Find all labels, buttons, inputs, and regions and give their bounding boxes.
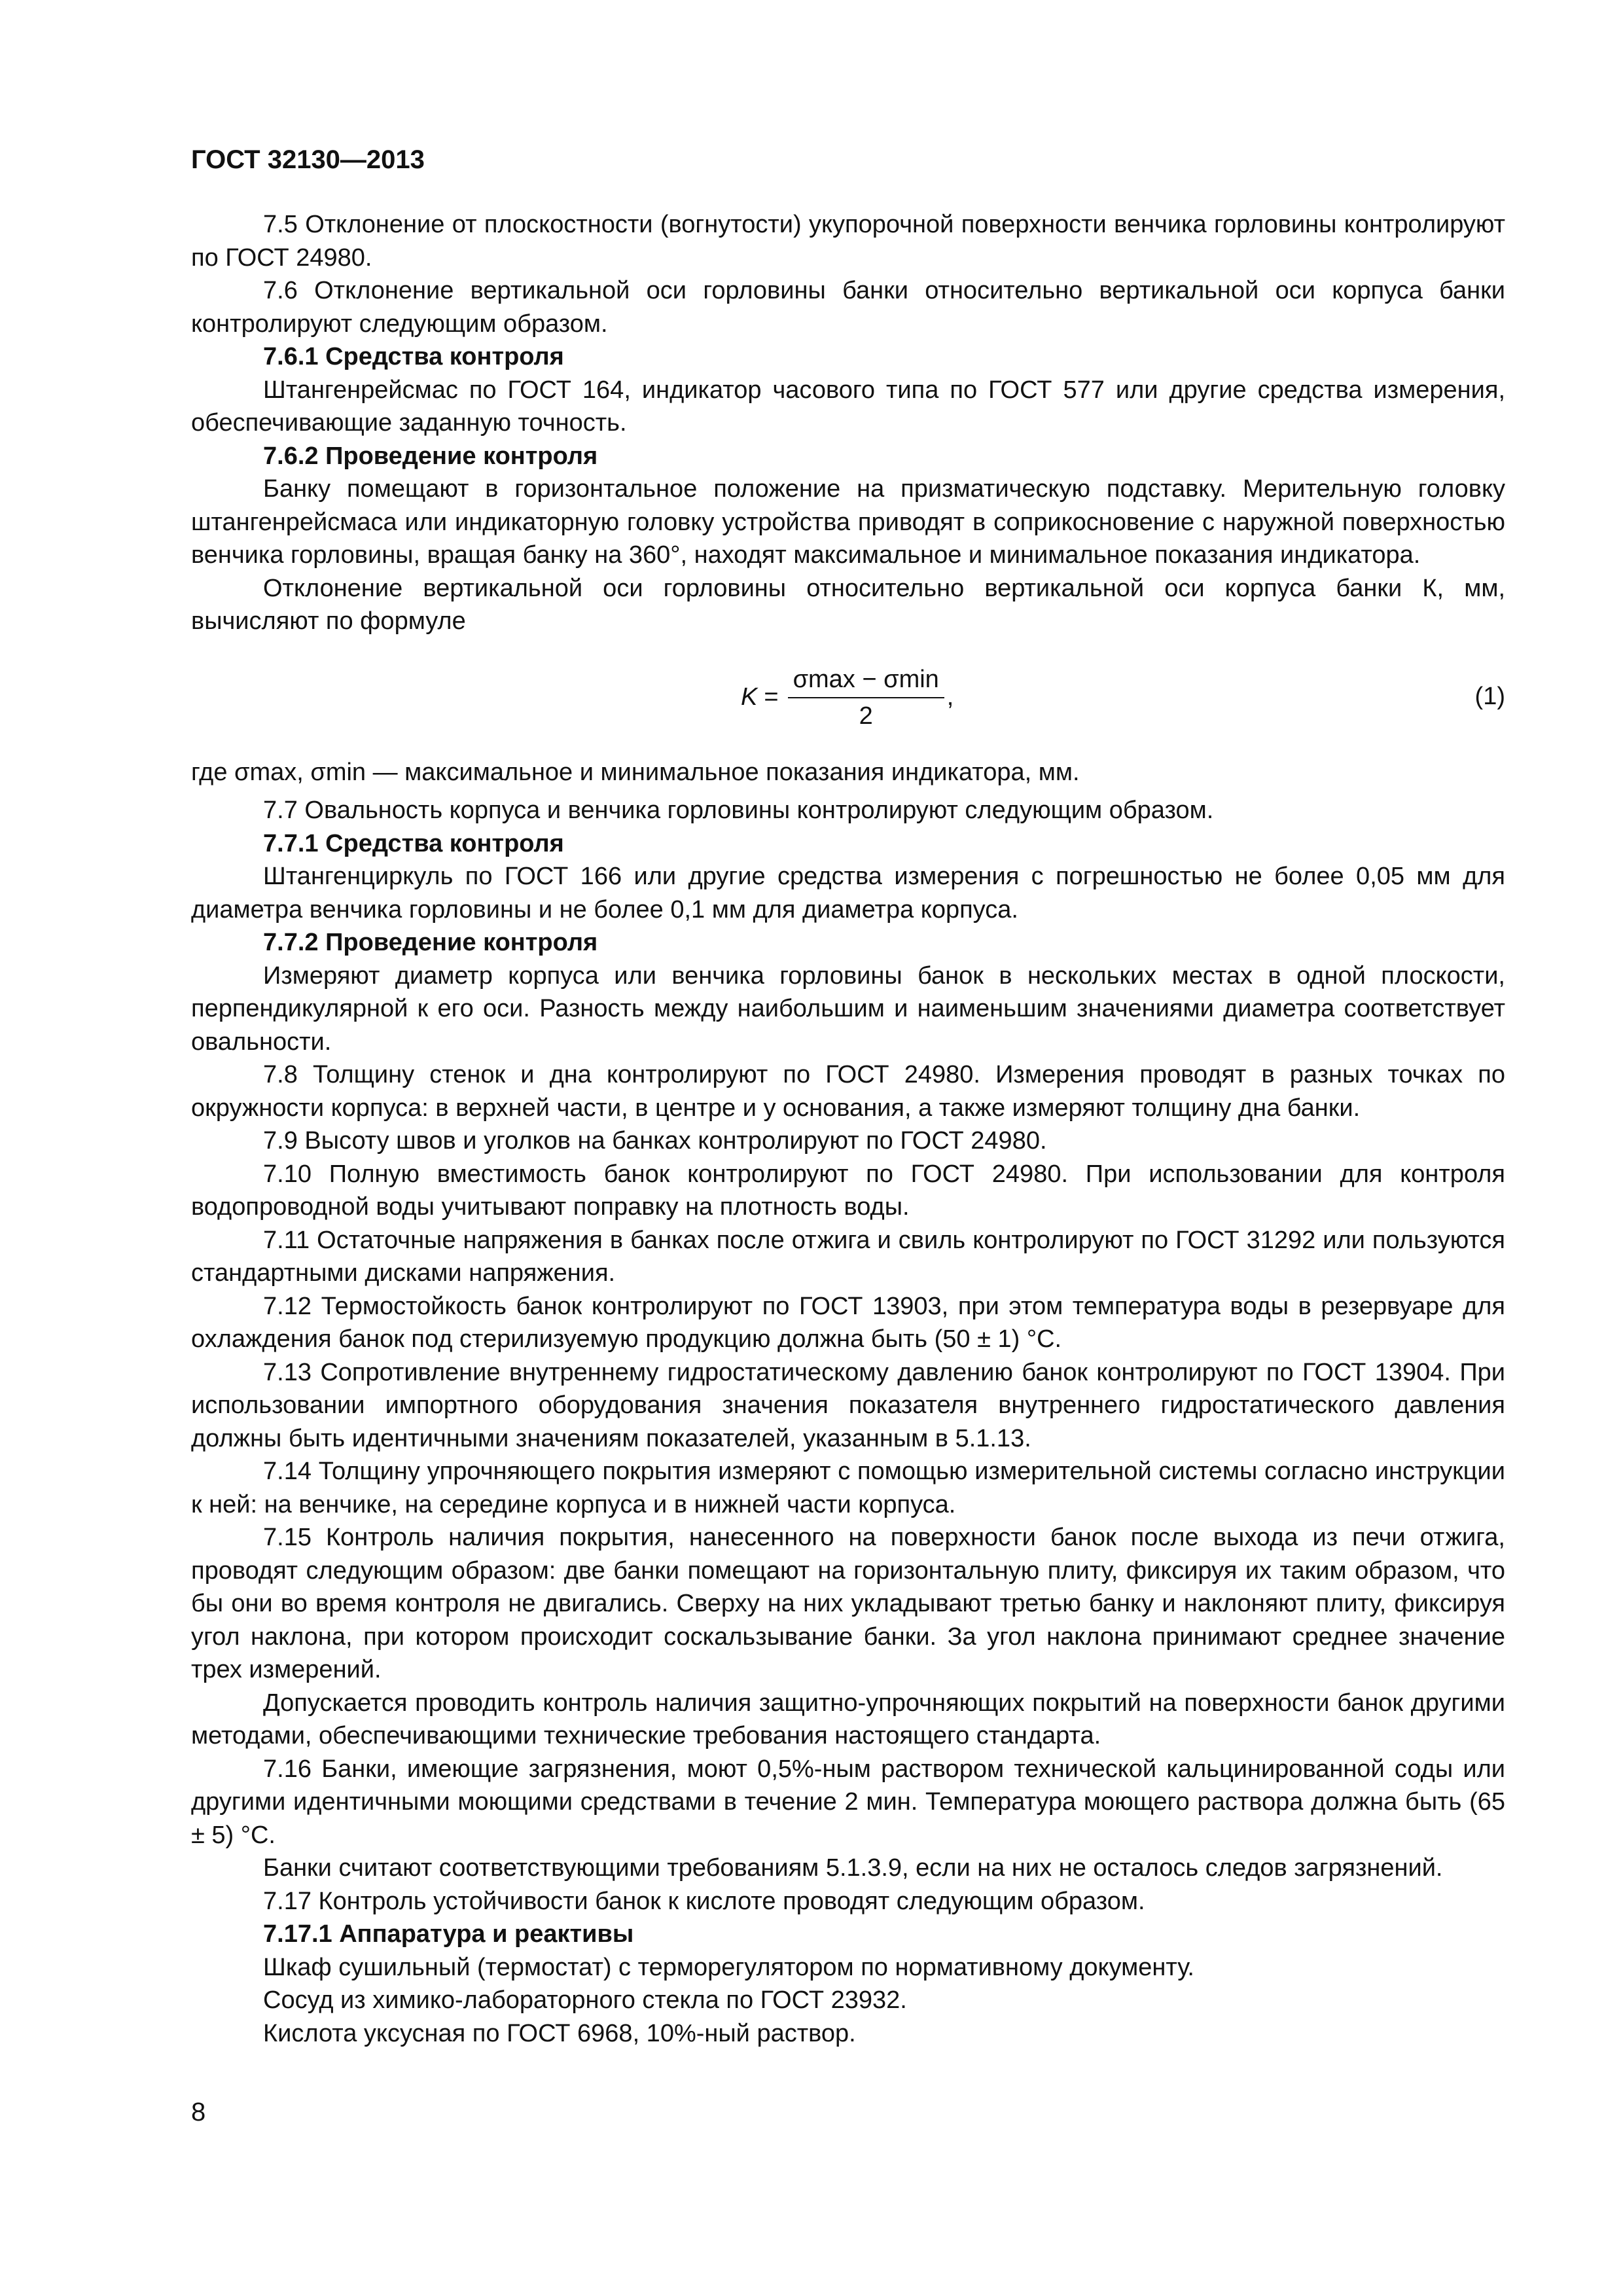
formula-intro: Отклонение вертикальной оси горловины относительно вертикальной оси корпуса банки К, мм, вычисляют по формуле: [191, 574, 1505, 635]
formula-number: (1): [1474, 682, 1505, 710]
formula-fraction: [788, 664, 944, 731]
clause-7-15-note: Допускается проводить контроль наличия защитно-упрочняющих покрытий на поверхности банок другими методами, обеспечивающими технические требования настоящего стандарта.: [191, 1689, 1505, 1749]
heading-7-6-2: 7.6.2 Проведение контроля: [263, 442, 598, 470]
formula-lhs: K: [741, 683, 758, 711]
document-header: ГОСТ 32130—2013: [191, 145, 425, 174]
clause-7-8: 7.8 Толщину стенок и дна контролируют по ГОСТ 24980. Измерения проводят в разных точках по окружности корпуса: в верхней части, в центре и у основания, а также измеряют толщину дна банки.: [191, 1061, 1505, 1122]
clause-7-12: 7.12 Термостойкость банок контролируют по ГОСТ 13903, при этом температура воды в резервуаре для охлаждения банок под стерилизуемую продукцию должна быть (50 ± 1) °С.: [191, 1292, 1505, 1353]
formula-where: где σmax, σmin — максимальное и минимальное показания индикатора, мм.: [191, 758, 1080, 786]
clause-7-17: 7.17 Контроль устойчивости банок к кислоте проводят следующим образом.: [263, 1887, 1145, 1915]
clause-7-15: 7.15 Контроль наличия покрытия, нанесенного на поверхности банок после выхода из печи отжига, проводят следующим образом: две банки помещают на горизонтальную плиту, фиксируя их таким образом, что бы они во время контроля не двигались. Сверху на них укладывают третью банку и наклоняют плиту, фиксируя угол наклона, при котором происходит соскальзывание банки. За угол наклона принимают среднее значение трех измерений.: [191, 1524, 1505, 1683]
clause-7-16-note: Банки считают соответствующими требованиям 5.1.3.9, если на них не осталось следов загрязнений.: [263, 1854, 1443, 1882]
heading-7-7-1: 7.7.1 Средства контроля: [263, 829, 564, 857]
clause-7-14: 7.14 Толщину упрочняющего покрытия измеряют с помощью измерительной системы согласно инструкции к ней: на венчике, на середине корпуса и в нижней части корпуса.: [191, 1458, 1505, 1518]
page-number: 8: [191, 2098, 206, 2126]
clause-7-16: 7.16 Банки, имеющие загрязнения, моют 0,5%-ным раствором технической кальцинированной соды или другими идентичными моющими средствами в течение 2 мин. Температура моющего раствора должна быть (65 ± 5) °С.: [191, 1755, 1505, 1849]
clause-7-10: 7.10 Полную вместимость банок контролируют по ГОСТ 24980. При использовании для контроля водопроводной воды учитывают поправку на плотность воды.: [191, 1160, 1505, 1221]
heading-7-7-2: 7.7.2 Проведение контроля: [263, 929, 598, 956]
clause-7-7: 7.7 Овальность корпуса и венчика горловины контролируют следующим образом.: [263, 797, 1214, 824]
equipment-item-1: Шкаф сушильный (термостат) с терморегулятором по нормативному документу.: [263, 1953, 1194, 1981]
heading-7-6-1: 7.6.1 Средства контроля: [263, 343, 564, 370]
clause-7-6-1-text: Штангенрейсмас по ГОСТ 164, индикатор часового типа по ГОСТ 577 или другие средства измерения, обеспечивающие заданную точность.: [191, 376, 1505, 437]
document-body: [191, 208, 1505, 2050]
formula-trail: ,: [946, 683, 954, 711]
equipment-item-2: Сосуд из химико-лабораторного стекла по ГОСТ 23932.: [263, 1986, 907, 2014]
formula-equals: =: [764, 683, 779, 711]
clause-7-6: 7.6 Отклонение вертикальной оси горловины банки относительно вертикальной оси корпуса банки контролируют следующим образом.: [191, 277, 1505, 338]
clause-7-7-1-text: Штангенциркуль по ГОСТ 166 или другие средства измерения с погрешностью не более 0,05 мм для диаметра венчика горловины и не более 0,1 мм для диаметра корпуса.: [191, 863, 1505, 924]
heading-7-17-1: 7.17.1 Аппаратура и реактивы: [263, 1920, 634, 1948]
formula-numerator: σmax − σmin: [788, 664, 944, 698]
formula-expression: [741, 655, 954, 740]
equipment-item-3: Кислота уксусная по ГОСТ 6968, 10%-ный раствор.: [263, 2019, 856, 2047]
clause-7-7-2-text: Измеряют диаметр корпуса или венчика горловины банок в нескольких местах в одной плоскости, перпендикулярной к его оси. Разность между наибольшим и наименьшим значениями диаметра соответствует овальности.: [191, 961, 1505, 1056]
formula-denominator: 2: [859, 702, 873, 730]
formula-block: [191, 655, 1505, 747]
clause-7-5: 7.5 Отклонение от плоскостности (вогнутости) укупорочной поверхности венчика горловины контролируют по ГОСТ 24980.: [191, 211, 1505, 272]
clause-7-9: 7.9 Высоту швов и уголков на банках контролируют по ГОСТ 24980.: [263, 1127, 1047, 1155]
clause-7-11: 7.11 Остаточные напряжения в банках после отжига и свиль контролируют по ГОСТ 31292 или пользуются стандартными дисками напряжения.: [191, 1226, 1505, 1287]
clause-7-6-2-text: Банку помещают в горизонтальное положение на призматическую подставку. Мерительную головку штангенрейсмаса или индикаторную головку устройства приводят в соприкосновение с наружной поверхностью венчика горловины, вращая банку на 360°, находят максимальное и минимальное показания индикатора.: [191, 475, 1505, 569]
clause-7-13: 7.13 Сопротивление внутреннему гидростатическому давлению банок контролируют по ГОСТ 13904. При использовании импортного оборудования значения показателя внутреннего гидростатического давления должны быть идентичными значениям показателей, указанным в 5.1.13.: [191, 1358, 1505, 1452]
